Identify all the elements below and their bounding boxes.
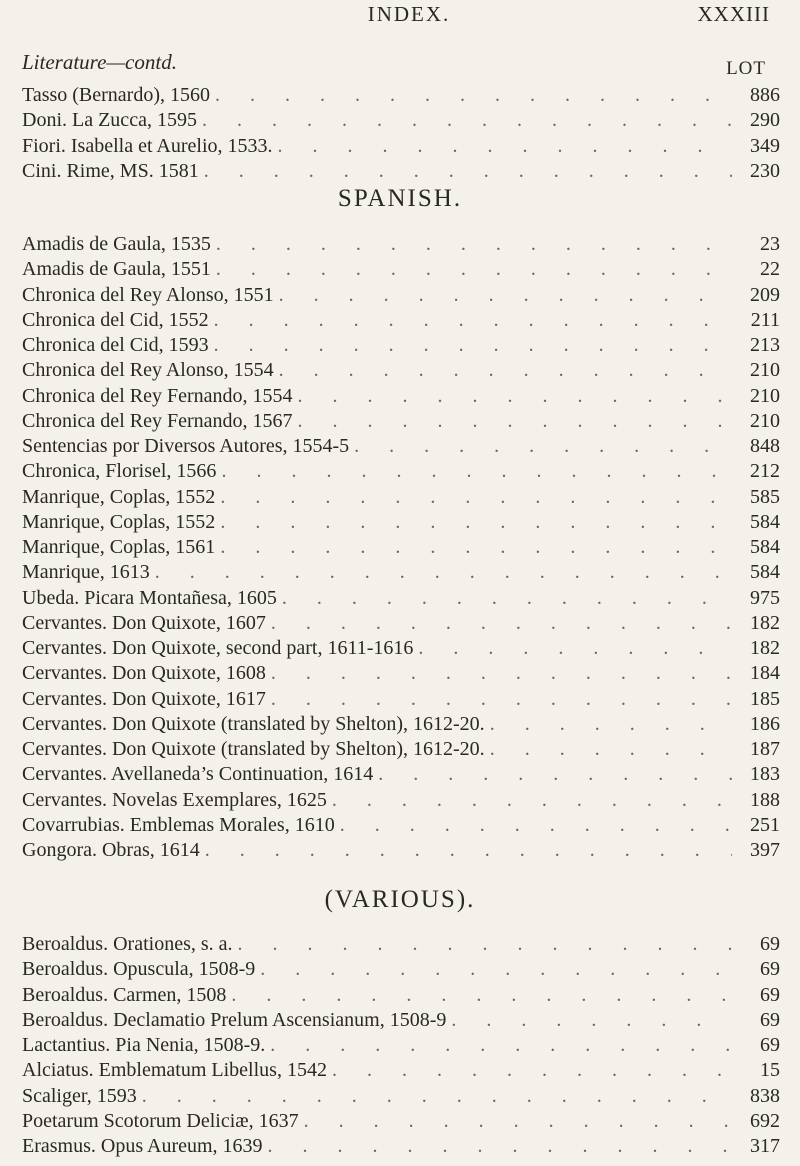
entry-title: Cervantes. Don Quixote, 1608 . bbox=[22, 661, 732, 686]
index-entry bbox=[22, 134, 782, 159]
entry-title: Chronica, Florisel, 1566 . bbox=[22, 459, 732, 484]
entry-title: Beroaldus. Orationes, s. a. . bbox=[22, 932, 732, 957]
entry-lot-number: 210 bbox=[750, 359, 780, 382]
entry-title: Ubeda. Picara Montañesa, 1605 . bbox=[22, 586, 732, 611]
various-entries bbox=[22, 932, 782, 1159]
entry-lot-number: 838 bbox=[750, 1084, 780, 1107]
entry-lot-number: 22 bbox=[760, 258, 780, 281]
lot-column-label: LOT bbox=[726, 58, 766, 79]
index-entry bbox=[22, 687, 782, 712]
index-entry bbox=[22, 459, 782, 484]
index-entry bbox=[22, 283, 782, 308]
entry-title: Chronica del Rey Alonso, 1554 . bbox=[22, 358, 732, 383]
entry-title: Chronica del Rey Fernando, 1554 . bbox=[22, 384, 732, 409]
entry-title: Cervantes. Don Quixote (translated by Shelton), 1612-20. . bbox=[22, 712, 732, 737]
index-entry bbox=[22, 838, 782, 863]
entry-lot-number: 585 bbox=[750, 485, 780, 508]
index-entry bbox=[22, 661, 782, 686]
entry-title: Manrique, 1613 . bbox=[22, 560, 732, 585]
entry-title: Chronica del Rey Fernando, 1567 . bbox=[22, 409, 732, 434]
index-entry bbox=[22, 108, 782, 133]
index-entry bbox=[22, 1084, 782, 1109]
entry-title: Manrique, Coplas, 1561 . bbox=[22, 535, 732, 560]
index-entry bbox=[22, 159, 782, 184]
index-entry bbox=[22, 957, 782, 982]
index-entry bbox=[22, 384, 782, 409]
entry-title: Cervantes. Novelas Exemplares, 1625 . bbox=[22, 788, 732, 813]
entry-title: Amadis de Gaula, 1535 . bbox=[22, 232, 732, 257]
entry-title: Cervantes. Don Quixote, 1607 . bbox=[22, 611, 732, 636]
entry-lot-number: 184 bbox=[750, 662, 780, 685]
entry-lot-number: 187 bbox=[750, 738, 780, 760]
entry-lot-number: 584 bbox=[750, 561, 780, 584]
index-entry bbox=[22, 1058, 782, 1083]
entry-title: Beroaldus. Declamatio Prelum Ascensianum, 1508-9 . bbox=[22, 1008, 732, 1033]
index-entry bbox=[22, 813, 782, 838]
entry-title: Chronica del Cid, 1593 . bbox=[22, 333, 732, 358]
index-entry bbox=[22, 232, 782, 257]
entry-lot-number: 290 bbox=[750, 109, 780, 132]
entry-lot-number: 211 bbox=[750, 308, 780, 331]
entry-lot-number: 185 bbox=[750, 687, 780, 710]
entry-title: Chronica del Rey Alonso, 1551 . bbox=[22, 283, 732, 308]
index-entry bbox=[22, 762, 782, 787]
entry-title: Manrique, Coplas, 1552 . bbox=[22, 510, 732, 535]
entry-title: Manrique, Coplas, 1552 . bbox=[22, 485, 732, 510]
entry-title: Erasmus. Opus Aureum, 1639 . bbox=[22, 1134, 732, 1159]
index-entry bbox=[22, 1033, 782, 1058]
entry-lot-number: 15 bbox=[760, 1059, 780, 1082]
entry-lot-number: 212 bbox=[750, 460, 780, 483]
entry-lot-number: 69 bbox=[760, 1008, 780, 1031]
entry-title: Chronica del Cid, 1552 . bbox=[22, 308, 732, 333]
entry-title: Doni. La Zucca, 1595 . bbox=[22, 108, 732, 133]
entry-lot-number: 230 bbox=[750, 159, 780, 182]
various-heading: (VARIOUS). bbox=[324, 886, 476, 913]
entry-lot-number: 69 bbox=[760, 958, 780, 981]
entry-title: Beroaldus. Carmen, 1508 . bbox=[22, 983, 732, 1008]
index-entry bbox=[22, 636, 782, 661]
entry-title: Poetarum Scotorum Deliciæ, 1637 . bbox=[22, 1109, 732, 1134]
entry-title: Gongora. Obras, 1614 . bbox=[22, 838, 732, 863]
spanish-entries bbox=[22, 232, 782, 863]
index-entry bbox=[22, 788, 782, 813]
entry-title: Cini. Rime, MS. 1581 . bbox=[22, 159, 732, 184]
entry-lot-number: 213 bbox=[750, 334, 780, 356]
index-entry bbox=[22, 737, 782, 762]
entry-lot-number: 69 bbox=[760, 983, 780, 1006]
entry-title: Scaliger, 1593 . bbox=[22, 1084, 732, 1109]
section-title: Literature—contd. bbox=[22, 50, 177, 74]
index-entry bbox=[22, 611, 782, 636]
index-entry bbox=[22, 932, 782, 957]
entry-title: Sentencias por Diversos Autores, 1554-5 . bbox=[22, 434, 732, 459]
entry-title: Cervantes. Avellaneda’s Continuation, 1614 . bbox=[22, 762, 732, 787]
entry-lot-number: 848 bbox=[750, 435, 780, 457]
entry-lot-number: 69 bbox=[760, 1034, 780, 1056]
entry-lot-number: 209 bbox=[750, 283, 780, 306]
entry-lot-number: 69 bbox=[760, 933, 780, 955]
index-entry bbox=[22, 586, 782, 611]
entry-title: Alciatus. Emblematum Libellus, 1542 . bbox=[22, 1058, 732, 1083]
index-entry bbox=[22, 358, 782, 383]
entry-title: Fiori. Isabella et Aurelio, 1533. . bbox=[22, 134, 732, 159]
entry-lot-number: 692 bbox=[750, 1109, 780, 1132]
index-entry bbox=[22, 983, 782, 1008]
entry-lot-number: 182 bbox=[750, 637, 780, 659]
entry-lot-number: 317 bbox=[750, 1135, 780, 1157]
index-entry bbox=[22, 409, 782, 434]
entry-lot-number: 182 bbox=[750, 611, 780, 634]
entry-lot-number: 251 bbox=[750, 813, 780, 836]
entry-lot-number: 183 bbox=[750, 763, 780, 786]
entry-lot-number: 397 bbox=[750, 839, 780, 861]
entry-lot-number: 186 bbox=[750, 712, 780, 735]
entry-lot-number: 349 bbox=[750, 134, 780, 157]
index-entry bbox=[22, 257, 782, 282]
page-number: XXXIII bbox=[697, 2, 770, 26]
entry-title: Beroaldus. Opuscula, 1508-9 . bbox=[22, 957, 732, 982]
index-entry bbox=[22, 510, 782, 535]
index-entry bbox=[22, 535, 782, 560]
index-entry bbox=[22, 1134, 782, 1159]
entry-title: Covarrubias. Emblemas Morales, 1610 . bbox=[22, 813, 732, 838]
index-entry bbox=[22, 712, 782, 737]
entry-lot-number: 584 bbox=[750, 536, 780, 558]
index-entry bbox=[22, 83, 782, 108]
entry-title: Cervantes. Don Quixote, 1617 . bbox=[22, 687, 732, 712]
index-entry bbox=[22, 560, 782, 585]
index-entry bbox=[22, 308, 782, 333]
entry-lot-number: 23 bbox=[760, 233, 780, 255]
spanish-heading: SPANISH. bbox=[337, 185, 463, 212]
index-entry bbox=[22, 434, 782, 459]
entry-lot-number: 975 bbox=[750, 586, 780, 609]
entry-lot-number: 210 bbox=[750, 409, 780, 432]
entry-lot-number: 188 bbox=[750, 788, 780, 811]
index-entry bbox=[22, 485, 782, 510]
entry-title: Tasso (Bernardo), 1560 . bbox=[22, 83, 732, 108]
entry-title: Amadis de Gaula, 1551 . bbox=[22, 257, 732, 282]
entry-title: Cervantes. Don Quixote, second part, 1611-1616 . bbox=[22, 636, 732, 661]
index-entry bbox=[22, 1109, 782, 1134]
running-header-title: INDEX. bbox=[367, 2, 451, 26]
italian-entries bbox=[22, 83, 782, 184]
entry-title: Lactantius. Pia Nenia, 1508-9. . bbox=[22, 1033, 732, 1058]
entry-lot-number: 210 bbox=[750, 384, 780, 407]
index-entry bbox=[22, 333, 782, 358]
entry-lot-number: 886 bbox=[750, 84, 780, 106]
entry-lot-number: 584 bbox=[750, 510, 780, 533]
index-entry bbox=[22, 1008, 782, 1033]
entry-title: Cervantes. Don Quixote (translated by Shelton), 1612-20. . bbox=[22, 737, 732, 762]
